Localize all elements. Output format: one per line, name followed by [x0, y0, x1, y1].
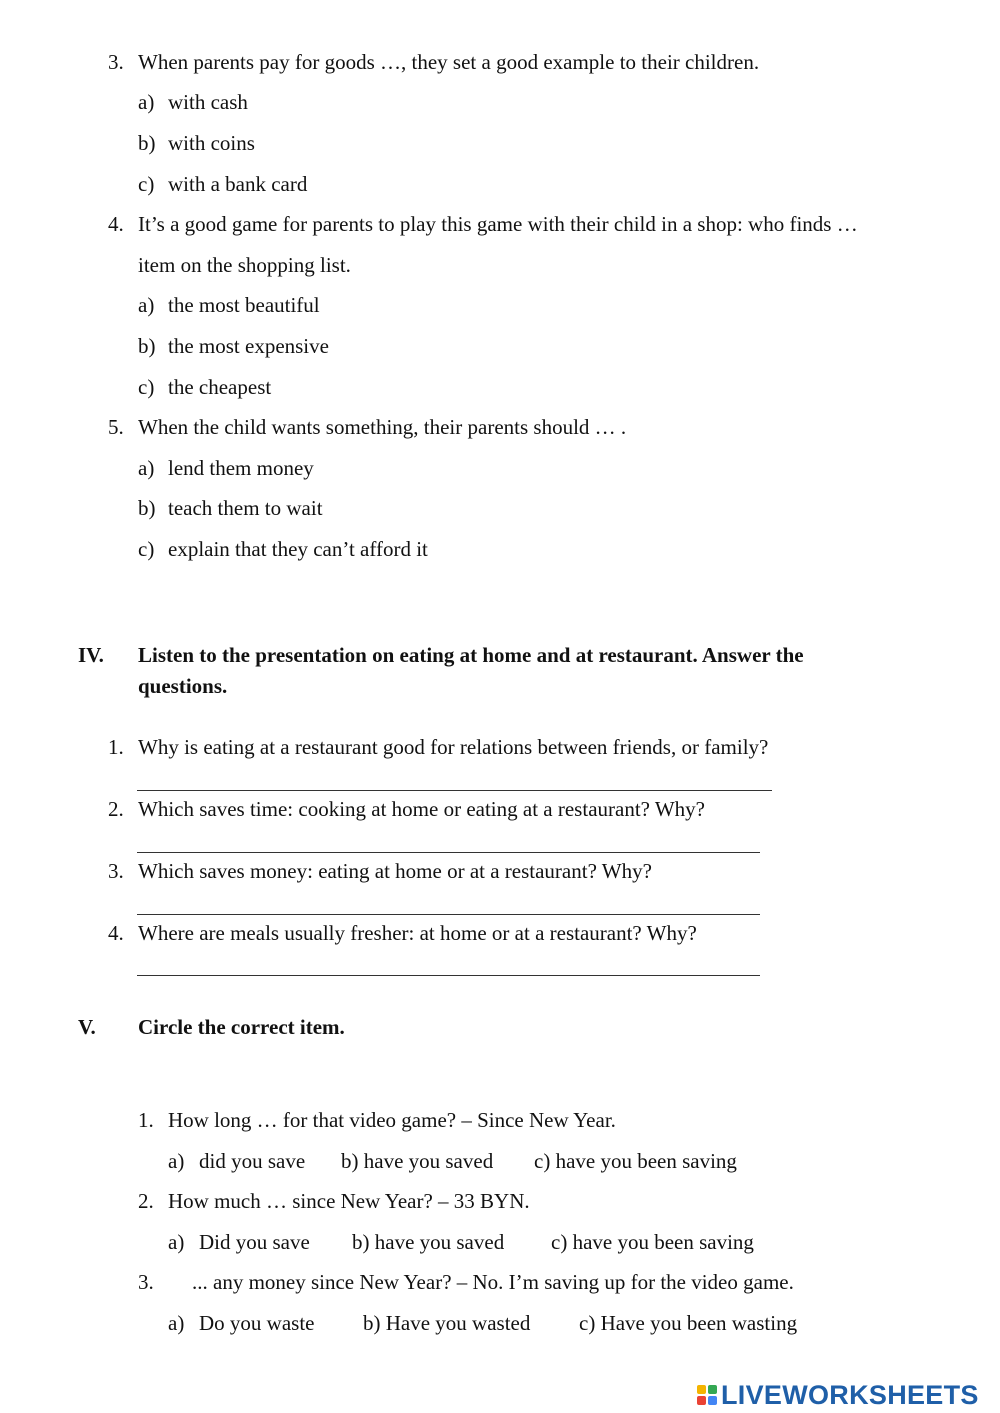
- s4-question-4-text: Where are meals usually fresher: at home or at a restaurant? Why?: [138, 921, 697, 945]
- s4-question-2-number: 2.: [108, 797, 124, 821]
- question-5-text: When the child wants something, their parents should … .: [138, 415, 627, 439]
- option-a-letter[interactable]: a): [168, 1230, 185, 1254]
- option-letter: b): [138, 334, 156, 358]
- s4-answer-line-4[interactable]: [137, 975, 760, 976]
- s4-answer-line-2[interactable]: [137, 852, 760, 853]
- option-a-letter[interactable]: a): [168, 1311, 185, 1335]
- question-4-text: It’s a good game for parents to play this game with their child in a shop: who finds …: [138, 212, 858, 236]
- section-5-title: Circle the correct item.: [138, 1015, 345, 1039]
- question-3-text: When parents pay for goods …, they set a good example to their children.: [138, 50, 760, 74]
- liveworksheets-logo[interactable]: [697, 1380, 979, 1410]
- option-b[interactable]: b) Have you wasted: [363, 1311, 531, 1335]
- s5-question-2-text: How much … since New Year? – 33 BYN.: [168, 1189, 530, 1213]
- question-5-option-b[interactable]: [138, 496, 323, 520]
- s5-question-2-number: 2.: [138, 1189, 154, 1213]
- s4-question-1-text: Why is eating at a restaurant good for relations between friends, or family?: [138, 735, 769, 759]
- question-4-number: 4.: [108, 212, 124, 236]
- question-4-option-c[interactable]: [138, 375, 272, 399]
- s5-question-3-number: 3.: [138, 1270, 154, 1294]
- option-a-letter[interactable]: a): [168, 1149, 185, 1173]
- question-4-option-b[interactable]: [138, 334, 329, 358]
- question-5-option-c[interactable]: [138, 537, 428, 561]
- section-5-numeral: V.: [78, 1015, 96, 1039]
- question-5-option-a[interactable]: [138, 456, 314, 480]
- s5-question-1-number: 1.: [138, 1108, 154, 1132]
- option-text: the most expensive: [168, 334, 329, 358]
- question-3-number: 3.: [108, 50, 124, 74]
- s5-question-1-text: How long … for that video game? – Since New Year.: [168, 1108, 616, 1132]
- option-text: the cheapest: [168, 375, 272, 399]
- s4-question-3-text: Which saves money: eating at home or at a restaurant? Why?: [138, 859, 652, 883]
- liveworksheets-logo-icon: [697, 1383, 719, 1407]
- option-letter: a): [138, 90, 155, 114]
- option-c[interactable]: c) have you been saving: [534, 1149, 737, 1173]
- option-letter: b): [138, 496, 156, 520]
- option-letter: b): [138, 131, 156, 155]
- option-text: with a bank card: [168, 172, 308, 196]
- question-5-number: 5.: [108, 415, 124, 439]
- question-4-text-continued: item on the shopping list.: [138, 253, 351, 277]
- option-b[interactable]: b) have you saved: [341, 1149, 494, 1173]
- option-a[interactable]: did you save: [199, 1149, 306, 1173]
- option-text: with coins: [168, 131, 255, 155]
- section-4-numeral: IV.: [78, 643, 104, 667]
- option-letter: c): [138, 375, 155, 399]
- question-3-option-c[interactable]: [138, 172, 308, 196]
- option-c[interactable]: c) have you been saving: [551, 1230, 754, 1254]
- option-text: explain that they can’t afford it: [168, 537, 428, 561]
- s4-question-3-number: 3.: [108, 859, 124, 883]
- option-text: with cash: [168, 90, 248, 114]
- option-b[interactable]: b) have you saved: [352, 1230, 505, 1254]
- option-letter: c): [138, 537, 155, 561]
- question-4-option-a[interactable]: [138, 293, 320, 317]
- s4-question-2-text: Which saves time: cooking at home or eating at a restaurant? Why?: [138, 797, 705, 821]
- section-4-title: Listen to the presentation on eating at home and at restaurant. Answer the: [138, 643, 804, 667]
- option-letter: a): [138, 456, 155, 480]
- option-text: the most beautiful: [168, 293, 320, 317]
- question-3-option-b[interactable]: [138, 131, 255, 155]
- s5-question-3-text: ... any money since New Year? – No. I’m saving up for the video game.: [192, 1270, 794, 1294]
- option-text: lend them money: [168, 456, 314, 480]
- option-text: teach them to wait: [168, 496, 323, 520]
- option-c[interactable]: c) Have you been wasting: [579, 1311, 798, 1335]
- s4-answer-line-1[interactable]: [137, 790, 772, 791]
- option-letter: a): [138, 293, 155, 317]
- option-a[interactable]: Do you waste: [199, 1311, 315, 1335]
- s4-answer-line-3[interactable]: [137, 914, 760, 915]
- option-letter: c): [138, 172, 155, 196]
- question-3-option-a[interactable]: [138, 90, 248, 114]
- logo-text: LIVEWORKSHEETS: [721, 1379, 979, 1410]
- s4-question-4-number: 4.: [108, 921, 124, 945]
- option-a[interactable]: Did you save: [199, 1230, 310, 1254]
- s4-question-1-number: 1.: [108, 735, 124, 759]
- section-4-title-continued: questions.: [138, 674, 228, 698]
